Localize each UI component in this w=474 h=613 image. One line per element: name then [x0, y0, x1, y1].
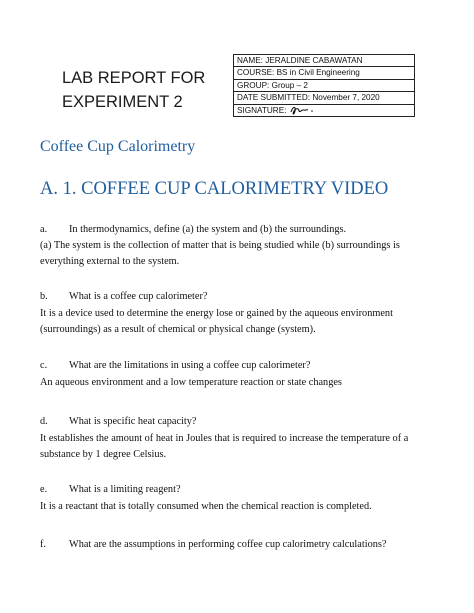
answer-c: An aqueous environment and a low temperature reaction or state changes	[40, 377, 342, 388]
answer-a: (a) The system is the collection of matter that is being studied while (b) surroundings is everything external to the system.	[40, 240, 400, 267]
question-text: What is a coffee cup calorimeter?	[69, 291, 208, 302]
answer-d: It establishes the amount of heat in Joules that is required to increase the temperature of a substance by 1 degree Celsius.	[40, 433, 409, 460]
question-text: What is specific heat capacity?	[69, 416, 197, 427]
question-b	[40, 289, 436, 304]
question-d	[40, 414, 436, 429]
question-letter: e.	[40, 484, 48, 495]
report-title-line-2: EXPERIMENT 2	[62, 93, 183, 111]
signature-icon	[289, 105, 315, 116]
student-info-box	[233, 54, 415, 117]
course-field: COURSE: BS in Civil Engineering	[234, 67, 414, 79]
signature-label: SIGNATURE:	[237, 105, 287, 115]
name-field: NAME: JERALDINE CABAWATAN	[234, 55, 414, 67]
question-letter: c.	[40, 360, 48, 371]
section-heading: Coffee Cup Calorimetry	[40, 138, 196, 155]
report-title	[62, 66, 205, 114]
answer-e: It is a reactant that is totally consumed when the chemical reaction is completed.	[40, 501, 372, 512]
report-title-line-1: LAB REPORT FOR	[62, 69, 206, 87]
question-text: What is a limiting reagent?	[69, 484, 181, 495]
question-c	[40, 358, 436, 373]
question-a	[40, 222, 436, 237]
question-letter: a.	[40, 224, 48, 235]
question-letter: b.	[40, 291, 48, 302]
question-f	[40, 537, 436, 552]
question-text: In thermodynamics, define (a) the system and (b) the surroundings.	[69, 224, 347, 235]
question-letter: f.	[40, 539, 47, 550]
subsection-heading: A. 1. COFFEE CUP CALORIMETRY VIDEO	[40, 179, 389, 199]
question-text: What are the assumptions in performing coffee cup calorimetry calculations?	[69, 539, 387, 550]
question-e	[40, 482, 436, 497]
signature-field	[234, 105, 414, 117]
date-submitted-field: DATE SUBMITTED: November 7, 2020	[234, 92, 414, 104]
group-field: GROUP: Group – 2	[234, 80, 414, 92]
question-text: What are the limitations in using a coffee cup calorimeter?	[69, 360, 311, 371]
question-letter: d.	[40, 416, 48, 427]
answer-b: It is a device used to determine the energy lose or gained by the aqueous environment (surroundings) as a result of chemical or physical change (system).	[40, 308, 393, 335]
